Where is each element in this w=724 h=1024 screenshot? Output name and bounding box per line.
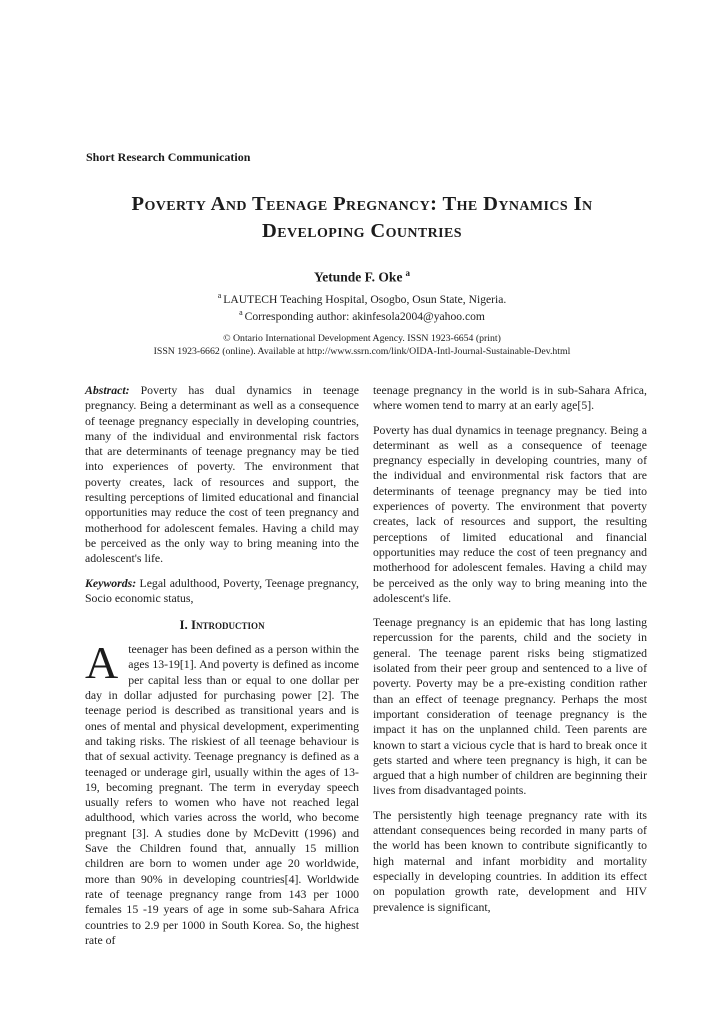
paper-title-line2: Developing Countries — [262, 220, 462, 242]
section-heading-introduction: I. Introduction — [179, 617, 265, 633]
corresponding-author-line — [0, 306, 724, 324]
keywords-text: Legal adulthood, Poverty, Teenage pregnancy, Socio economic status, — [85, 575, 359, 605]
imprint-line1: © Ontario International Development Agency. ISSN 1923-6654 (print) — [223, 333, 501, 344]
body-paragraph: The persistently high teenage pregnancy rate with its attendant consequences being recorded in many parts of the world has been known to contribute significantly to high maternal and infant morbidity and mortality especially in developing countries. In addition its effect on population growth rate, development and HIV prevalence is significant, — [373, 807, 647, 914]
author-name-text: Yetunde F. Oke — [314, 269, 403, 285]
paper-title — [0, 191, 724, 245]
journal-imprint — [0, 332, 724, 358]
corresponding-superscript: a — [239, 308, 243, 318]
dropcap-letter: A — [85, 637, 119, 689]
abstract-text: Poverty has dual dynamics in teenage pregnancy. Being a determinant as well as a consequence of teenage pregnancy especially in developing countries, many of the individual and environmental risk factors that are determinants of teenage pregnancy may be tied into experiences of poverty. The environment that poverty creates, lack of resources and support, the resulting perceptions of limited educational and financial opportunities may reduce the cost of teen pregnancy and motherhood for adolescent females. Having a child may be perceived as the only way to bring meaning into the adolescent's life. — [85, 383, 359, 566]
imprint-line2: ISSN 1923-6662 (online). Available at http://www.ssrn.com/link/OIDA-Intl-Journal-Sustainable-Dev.html — [153, 346, 571, 357]
left-column — [85, 383, 359, 957]
article-type-label: Short Research Communication — [86, 150, 251, 164]
right-column — [373, 383, 647, 957]
body-paragraph: Teenage pregnancy is an epidemic that has long lasting repercussion for the parents, child and the society in general. The teenage parent risks being stigmatized isolated from their peer group and sentenced to a live of poverty. Poverty may be a pre-existing condition rather than an effect of teenage pregnancy. Perhaps the most important consideration of teenage pregnancy is the impact it has on the unplanned child. Teen parents are known to start a vicious cycle that is hard to break once it gets started and where teen pregnancy is high, it can be argued that a high number of children are beginning their lives from disadvantaged points. — [373, 615, 647, 798]
body-paragraph: Poverty has dual dynamics in teenage pregnancy. Being a determinant as well as a consequence of teenage pregnancy especially in developing countries, many of the individual and environmental risk factors that are determinants of teenage pregnancy may be tied into experiences of poverty. The environment that poverty creates, lack of resources and support, the resulting perceptions of limited educational and financial opportunities may reduce the cost of teen pregnancy and motherhood for adolescent females. Having a child may be perceived as the only way to bring meaning into the adolescent's life. — [373, 422, 647, 605]
keywords-label: Keywords: — [85, 575, 137, 590]
affiliation-superscript: a — [217, 290, 222, 300]
paper-title-line1: Poverty And Teenage Pregnancy: The Dynamics In — [131, 193, 593, 215]
body-paragraph: teenage pregnancy in the world is in sub-Sahara Africa, where women tend to marry at an early age[5]. — [373, 383, 647, 413]
affiliation-text: LAUTECH Teaching Hospital, Osogbo, Osun State, Nigeria. — [223, 292, 507, 306]
introduction-text: teenager has been defined as a person within the ages 13-19[1]. And poverty is defined as income per capital less than or equal to one dollar per day in dollar adjusted for purchasing power [2]. The teenage period is described as transitional years and is ones of mental and physical development, experimenting and taking risks. The riskiest of all teenage behaviour is that of sexual activity. Teenage pregnancy is defined as a teenaged or underage girl, usually within the ages of 13-19, becoming pregnant. The term in everyday speech usually refers to women who have not reached legal adulthood, which varies across the world, who become pregnant [3]. A studies done by McDevitt (1996) and Save the Children found that, annually 15 million children are born to women under age 20 worldwide, more than 90% in developing countries[4]. Worldwide rate of teenage pregnancy range from 143 per 1000 females 15 -19 years of age in some sub-Sahara Africa countries to 2.9 per 1000 in South Korea. So, the highest rate of — [85, 642, 359, 947]
abstract-label: Abstract: — [85, 383, 130, 397]
keywords-paragraph — [85, 576, 359, 607]
introduction-paragraph — [85, 637, 359, 948]
corresponding-text: Corresponding author: akinfesola2004@yahoo.com — [244, 310, 485, 324]
author-name — [0, 268, 724, 286]
abstract-paragraph — [85, 383, 359, 567]
two-column-body — [85, 383, 647, 957]
author-block — [0, 268, 724, 324]
author-affiliation — [0, 289, 724, 307]
author-superscript: a — [405, 268, 410, 278]
